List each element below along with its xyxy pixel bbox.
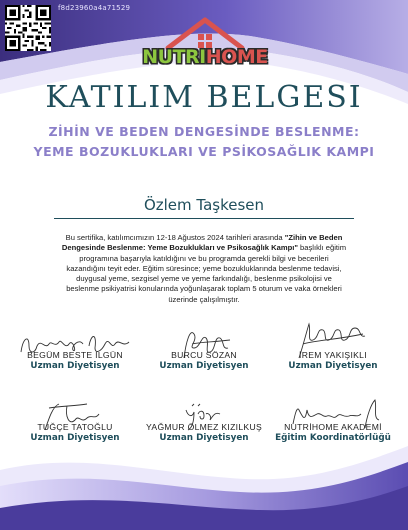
signatory-role: Uzman Diyetisyen	[159, 361, 249, 371]
body-text-line: duygusal yeme, sezgisel yeme ve yeme farkındalığı, beslenme psikolojisi ve	[76, 274, 332, 284]
signatory-role: Uzman Diyetisyen	[30, 361, 120, 371]
body-text-line: kazandığını teyit eder. Eğitim süresince; yeme bozukluklarında beslenme tedavisi,	[66, 263, 342, 273]
brand-wordmark: NUTRIHOME	[142, 46, 268, 68]
program-name-bold: Dengesinde Beslenme: Yeme Bozuklukları ve Psikosağlık Kampı"	[61, 243, 298, 253]
signatory-name: YAĞMUR ÖLMEZ KIZILKUŞ	[146, 422, 262, 432]
signatory-block	[8, 396, 142, 443]
signatory-block	[137, 396, 271, 443]
signatory-block	[137, 324, 271, 371]
signatory-name: İREM YAKIŞIKLI	[299, 350, 367, 360]
body-text-segment: başlıklı eğitim	[297, 243, 347, 253]
signatory-block	[266, 394, 400, 443]
subtitle-line: ZİHİN VE BEDEN DENGESİNDE BESLENME:	[48, 124, 360, 139]
signatory-name: TUĞÇE TATOĞLU	[37, 422, 113, 432]
certificate-body	[28, 233, 380, 305]
signatory-role: Uzman Diyetisyen	[288, 361, 378, 371]
body-text-line: üzerinde çalışılmıştır.	[168, 294, 240, 304]
brand-logo	[138, 14, 272, 80]
signatory-name: BEGÜM BESTE İLGÜN	[27, 350, 123, 360]
signatory-name: NUTRİHOME AKADEMİ	[284, 422, 382, 432]
signatory-name: BURCU SÖZAN	[171, 350, 237, 360]
signatory-role: Uzman Diyetisyen	[30, 433, 120, 443]
recipient-underline	[54, 218, 354, 219]
signatory-role: Eğitim Koordinatörlüğü	[275, 433, 391, 443]
signatory-role: Uzman Diyetisyen	[159, 433, 249, 443]
body-text-line: programına başarıyla katıldığını ve bu programda gerekli bilgi ve becerileri	[79, 253, 329, 263]
body-text-segment: Bu sertifika, katılımcımızın 12-18 Ağustos 2024 tarihleri arasında	[65, 233, 285, 242]
certificate-title: KATILIM BELGESI	[45, 80, 363, 115]
subtitle-line: YEME BOZUKLUKLARI VE PSİKOSAĞLIK KAMPI	[33, 144, 375, 159]
recipient-name: Özlem Taşkesen	[143, 196, 265, 214]
certificate-id: f8d23960a4a71529	[58, 4, 131, 12]
signatory-block	[8, 324, 142, 371]
program-name-bold: "Zihin ve Beden	[284, 233, 343, 242]
qr-code	[5, 5, 51, 51]
signatory-block	[266, 320, 400, 371]
body-text-line: beslenme psikiyatrisi konularında yoğunlaşarak toplam 5 oturum ve vaka örnekleri	[66, 284, 342, 294]
program-subtitle	[20, 122, 388, 162]
